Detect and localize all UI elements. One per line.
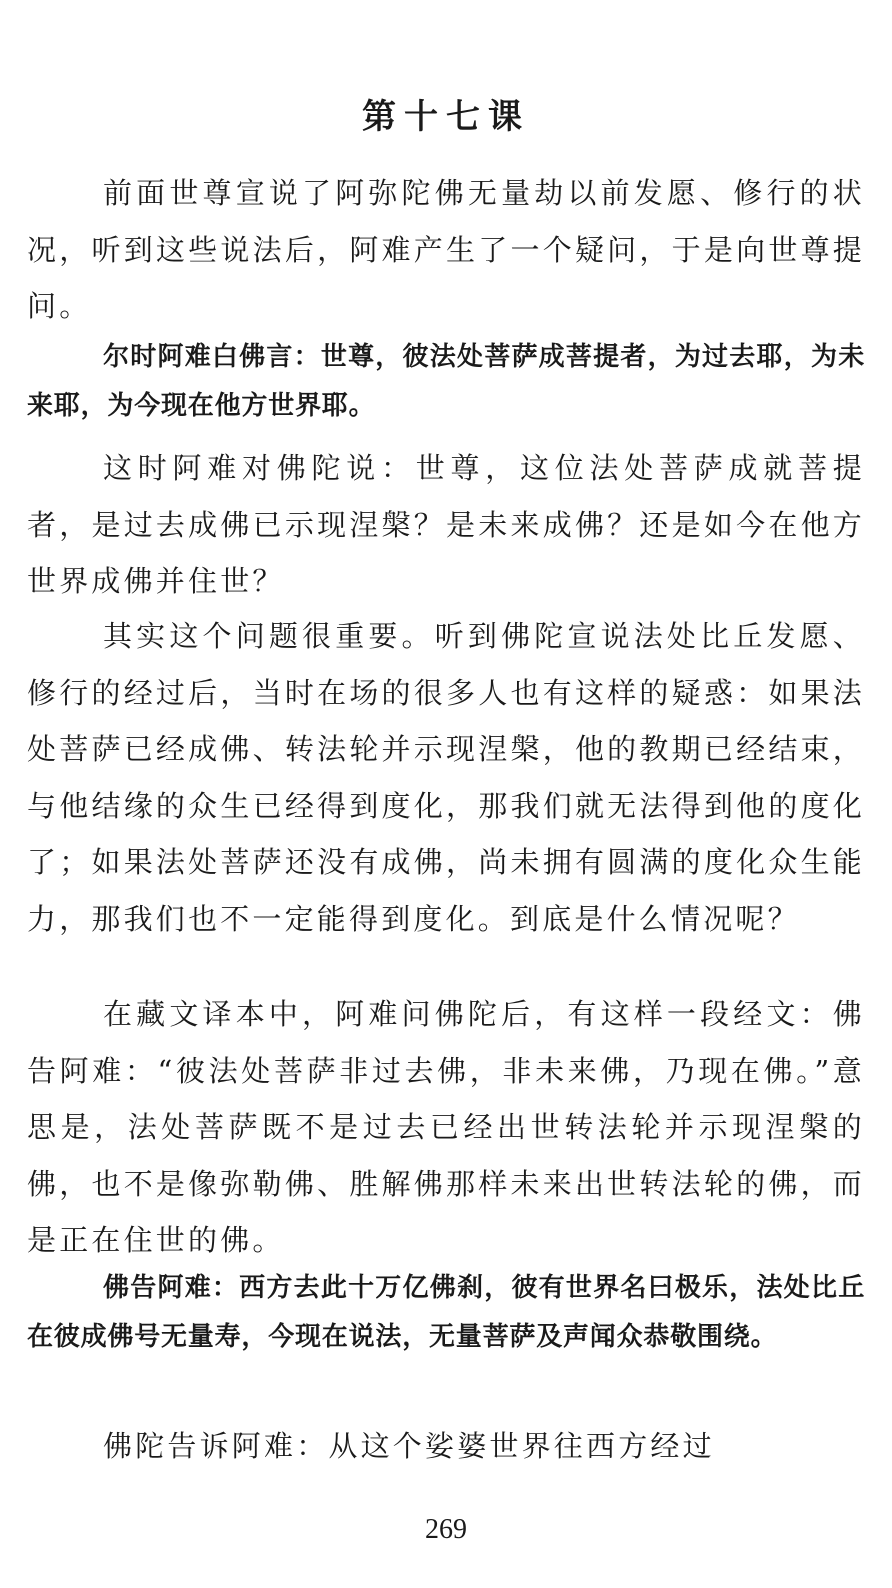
sutra-quote: 尔时阿难白佛言：世尊，彼法处菩萨成菩提者，为过去耶，为未来耶，为今现在他方世界耶。 <box>27 342 865 421</box>
commentary-paragraph: 在藏文译本中，阿难问佛陀后，有这样一段经文：佛告阿难：“彼法处菩萨非过去佛，非未来佛，乃现在佛。”意思是，法处菩萨既不是过去已经出世转法轮并示现涅槃的佛，也不是像弥勒佛、胜解佛那样未来出世转法轮的佛，而是正在住世的佛。 <box>27 997 865 1257</box>
lesson-title: 第十七课 <box>362 96 530 137</box>
commentary-paragraph: 这时阿难对佛陀说：世尊，这位法处菩萨成就菩提者，是过去成佛已示现涅槃？是未来成佛？还是如今在他方世界成佛并住世？ <box>27 451 865 598</box>
page-number: 269 <box>425 1514 467 1545</box>
commentary-paragraph: 佛陀告诉阿难：从这个娑婆世界往西方经过 <box>103 1429 715 1463</box>
commentary-paragraph: 其实这个问题很重要。听到佛陀宣说法处比丘发愿、修行的经过后，当时在场的很多人也有这样的疑惑：如果法处菩萨已经成佛、转法轮并示现涅槃，他的教期已经结束，与他结缘的众生已经得到度化，那我们就无法得到他的度化了；如果法处菩萨还没有成佛，尚未拥有圆满的度化众生能力，那我们也不一定能得到度化。到底是什么情况呢？ <box>27 619 865 936</box>
commentary-paragraph: 前面世尊宣说了阿弥陀佛无量劫以前发愿、修行的状况，听到这些说法后，阿难产生了一个疑问，于是向世尊提问。 <box>27 176 865 323</box>
sutra-quote: 佛告阿难：西方去此十万亿佛刹，彼有世界名曰极乐，法处比丘在彼成佛号无量寿，今现在说法，无量菩萨及声闻众恭敬围绕。 <box>27 1273 865 1352</box>
